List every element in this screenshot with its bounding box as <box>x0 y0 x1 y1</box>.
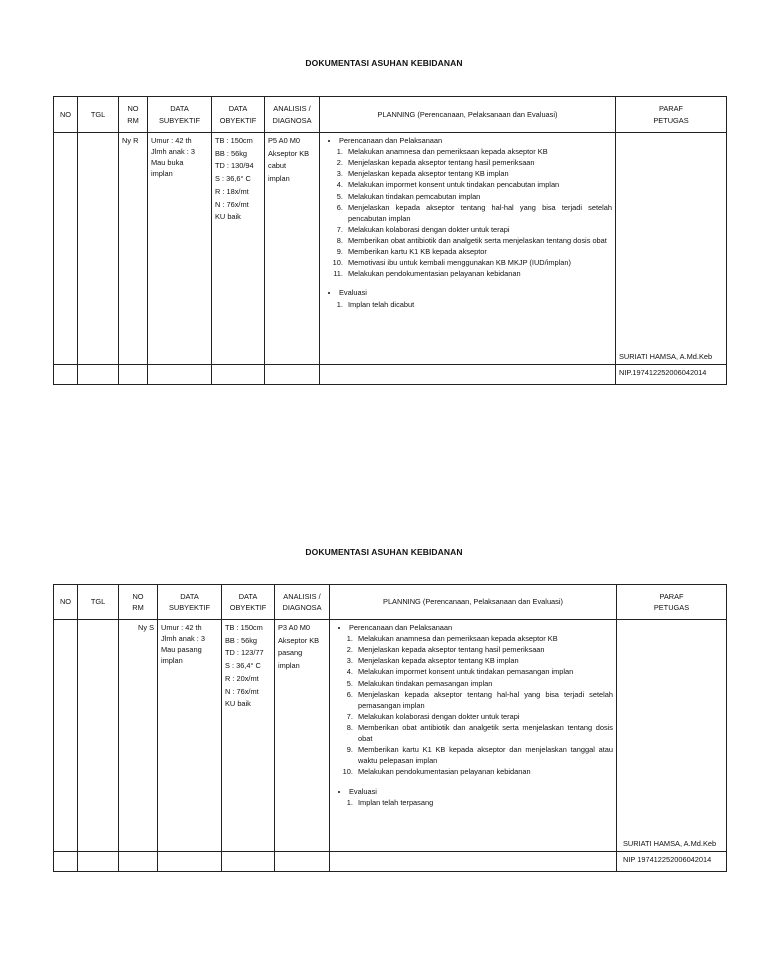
signer-name: SURIATI HAMSA, A.Md.Keb <box>619 351 713 361</box>
doc2-table <box>53 584 727 872</box>
list-item: 8. Memberikan obat antibiotik dan analgetik serta menjelaskan tentang dosis obat <box>355 722 613 744</box>
header-no: NO <box>54 585 78 620</box>
signer-nip: NIP.197412252006042014 <box>616 365 727 385</box>
signer-name: SURIATI HAMSA, A.Md.Keb <box>623 838 717 848</box>
list-item: 3. Menjelaskan kepada akseptor tentang KB implan <box>355 655 613 666</box>
cell-obyektif: TB : 150cm BB : 56kg TD : 130/94 S : 36,6° C R : 18x/mt N : 76x/mt KU baik <box>212 133 265 365</box>
cell-no-rm: Ny S <box>119 620 158 852</box>
list-item: 8. Memberikan obat antibiotik dan analgetik serta menjelaskan tentang dosis obat <box>345 235 612 246</box>
plan-section-perencanaan: • Perencanaan dan Pelaksanaan <box>349 622 613 633</box>
header-tgl: TGL <box>78 585 119 620</box>
list-item: 6. Menjelaskan kepada akseptor tentang hal-hal yang bisa terjadi setelah pemasangan implan <box>355 689 613 711</box>
signer-nip: NIP 197412252006042014 <box>617 852 727 872</box>
cell-no <box>54 133 78 365</box>
list-item: 4. Melakukan impormet konsent untuk tindakan pemasangan implan <box>355 666 613 677</box>
doc1-header-row <box>54 97 727 133</box>
list-item: 5. Melakukan tindakan pemcabutan implan <box>345 191 612 202</box>
list-item: 9. Memberikan kartu K1 KB kepada akseptor dan menjelaskan tanggal atau waktu pelepasan implan <box>355 744 613 766</box>
list-item: 1. Implan telah terpasang <box>355 797 613 808</box>
plan-list <box>323 146 612 279</box>
list-item: 1. Melakukan anamnesa dan pemeriksaan kepada akseptor KB <box>345 146 612 157</box>
plan-section-evaluasi: • Evaluasi <box>339 287 612 298</box>
doc1-table <box>53 96 727 385</box>
plan-section-evaluasi: • Evaluasi <box>349 786 613 797</box>
plan-section-perencanaan: • Perencanaan dan Pelaksanaan <box>339 135 612 146</box>
list-item: 10. Melakukan pendokumentasian pelayanan kebidanan <box>355 766 613 777</box>
doc2-title: DOKUMENTASI ASUHAN KEBIDANAN <box>305 547 463 557</box>
doc2-data-row <box>54 620 727 852</box>
cell-analisis: P3 A0 M0 Akseptor KB pasang implan <box>275 620 330 852</box>
header-analisis: ANALISIS / DIAGNOSA <box>265 97 320 133</box>
header-tgl: TGL <box>78 97 119 133</box>
cell-subyektif: Umur : 42 th Jlmh anak : 3 Mau buka implan <box>148 133 212 365</box>
cell-planning <box>320 133 616 365</box>
doc1-footer-row <box>54 365 727 385</box>
header-no-rm: NO RM <box>119 585 158 620</box>
list-item: 6. Menjelaskan kepada akseptor tentang hal-hal yang bisa terjadi setelah pencabutan implan <box>345 202 612 224</box>
list-item: 9. Memberikan kartu K1 KB kepada akseptor <box>345 246 612 257</box>
cell-tgl <box>78 620 119 852</box>
cell-obyektif: TB : 150cm BB : 56kg TD : 123/77 S : 36,4° C R : 20x/mt N : 76x/mt KU baik <box>222 620 275 852</box>
header-data-subyektif: DATA SUBYEKTIF <box>158 585 222 620</box>
cell-no-rm: Ny R <box>119 133 148 365</box>
cell-subyektif: Umur : 42 th Jlmh anak : 3 Mau pasang implan <box>158 620 222 852</box>
doc1-data-row <box>54 133 727 365</box>
cell-tgl <box>78 133 119 365</box>
cell-analisis: P5 A0 M0 Akseptor KB cabut implan <box>265 133 320 365</box>
list-item: 7. Melakukan kolaborasi dengan dokter untuk terapi <box>345 224 612 235</box>
doc2-footer-row <box>54 852 727 872</box>
cell-paraf <box>617 620 727 852</box>
list-item: 11. Melakukan pendokumentasian pelayanan kebidanan <box>345 268 612 279</box>
list-item: 1. Melakukan anamnesa dan pemeriksaan kepada akseptor KB <box>355 633 613 644</box>
header-paraf: PARAF PETUGAS <box>616 97 727 133</box>
header-planning: PLANNING (Perencanaan, Pelaksanaan dan Evaluasi) <box>320 97 616 133</box>
header-data-obyektif: DATA OBYEKTIF <box>222 585 275 620</box>
list-item: 2. Menjelaskan kepada akseptor tentang hasil pemeriksaan <box>345 157 612 168</box>
list-item: 2. Menjelaskan kepada akseptor tentang hasil pemeriksaan <box>355 644 613 655</box>
list-item: 5. Melakukan tindakan pemasangan implan <box>355 678 613 689</box>
header-data-obyektif: DATA OBYEKTIF <box>212 97 265 133</box>
header-no: NO <box>54 97 78 133</box>
header-paraf: PARAF PETUGAS <box>617 585 727 620</box>
list-item: 3. Menjelaskan kepada akseptor tentang KB implan <box>345 168 612 179</box>
list-item: 1. Implan telah dicabut <box>345 299 612 310</box>
list-item: 4. Melakukan impormet konsent untuk tindakan pencabutan implan <box>345 179 612 190</box>
eval-list <box>323 299 612 310</box>
cell-no <box>54 620 78 852</box>
header-no-rm: NO RM <box>119 97 148 133</box>
header-analisis: ANALISIS / DIAGNOSA <box>275 585 330 620</box>
cell-paraf <box>616 133 727 365</box>
cell-planning <box>330 620 617 852</box>
header-data-subyektif: DATA SUBYEKTIF <box>148 97 212 133</box>
eval-list <box>333 797 613 808</box>
list-item: 10. Memotivasi ibu untuk kembali menggunakan KB MKJP (IUD/implan) <box>345 257 612 268</box>
header-planning: PLANNING (Perencanaan, Pelaksanaan dan Evaluasi) <box>330 585 617 620</box>
doc1-title: DOKUMENTASI ASUHAN KEBIDANAN <box>305 58 463 68</box>
plan-list <box>333 633 613 777</box>
doc2-header-row <box>54 585 727 620</box>
list-item: 7. Melakukan kolaborasi dengan dokter untuk terapi <box>355 711 613 722</box>
